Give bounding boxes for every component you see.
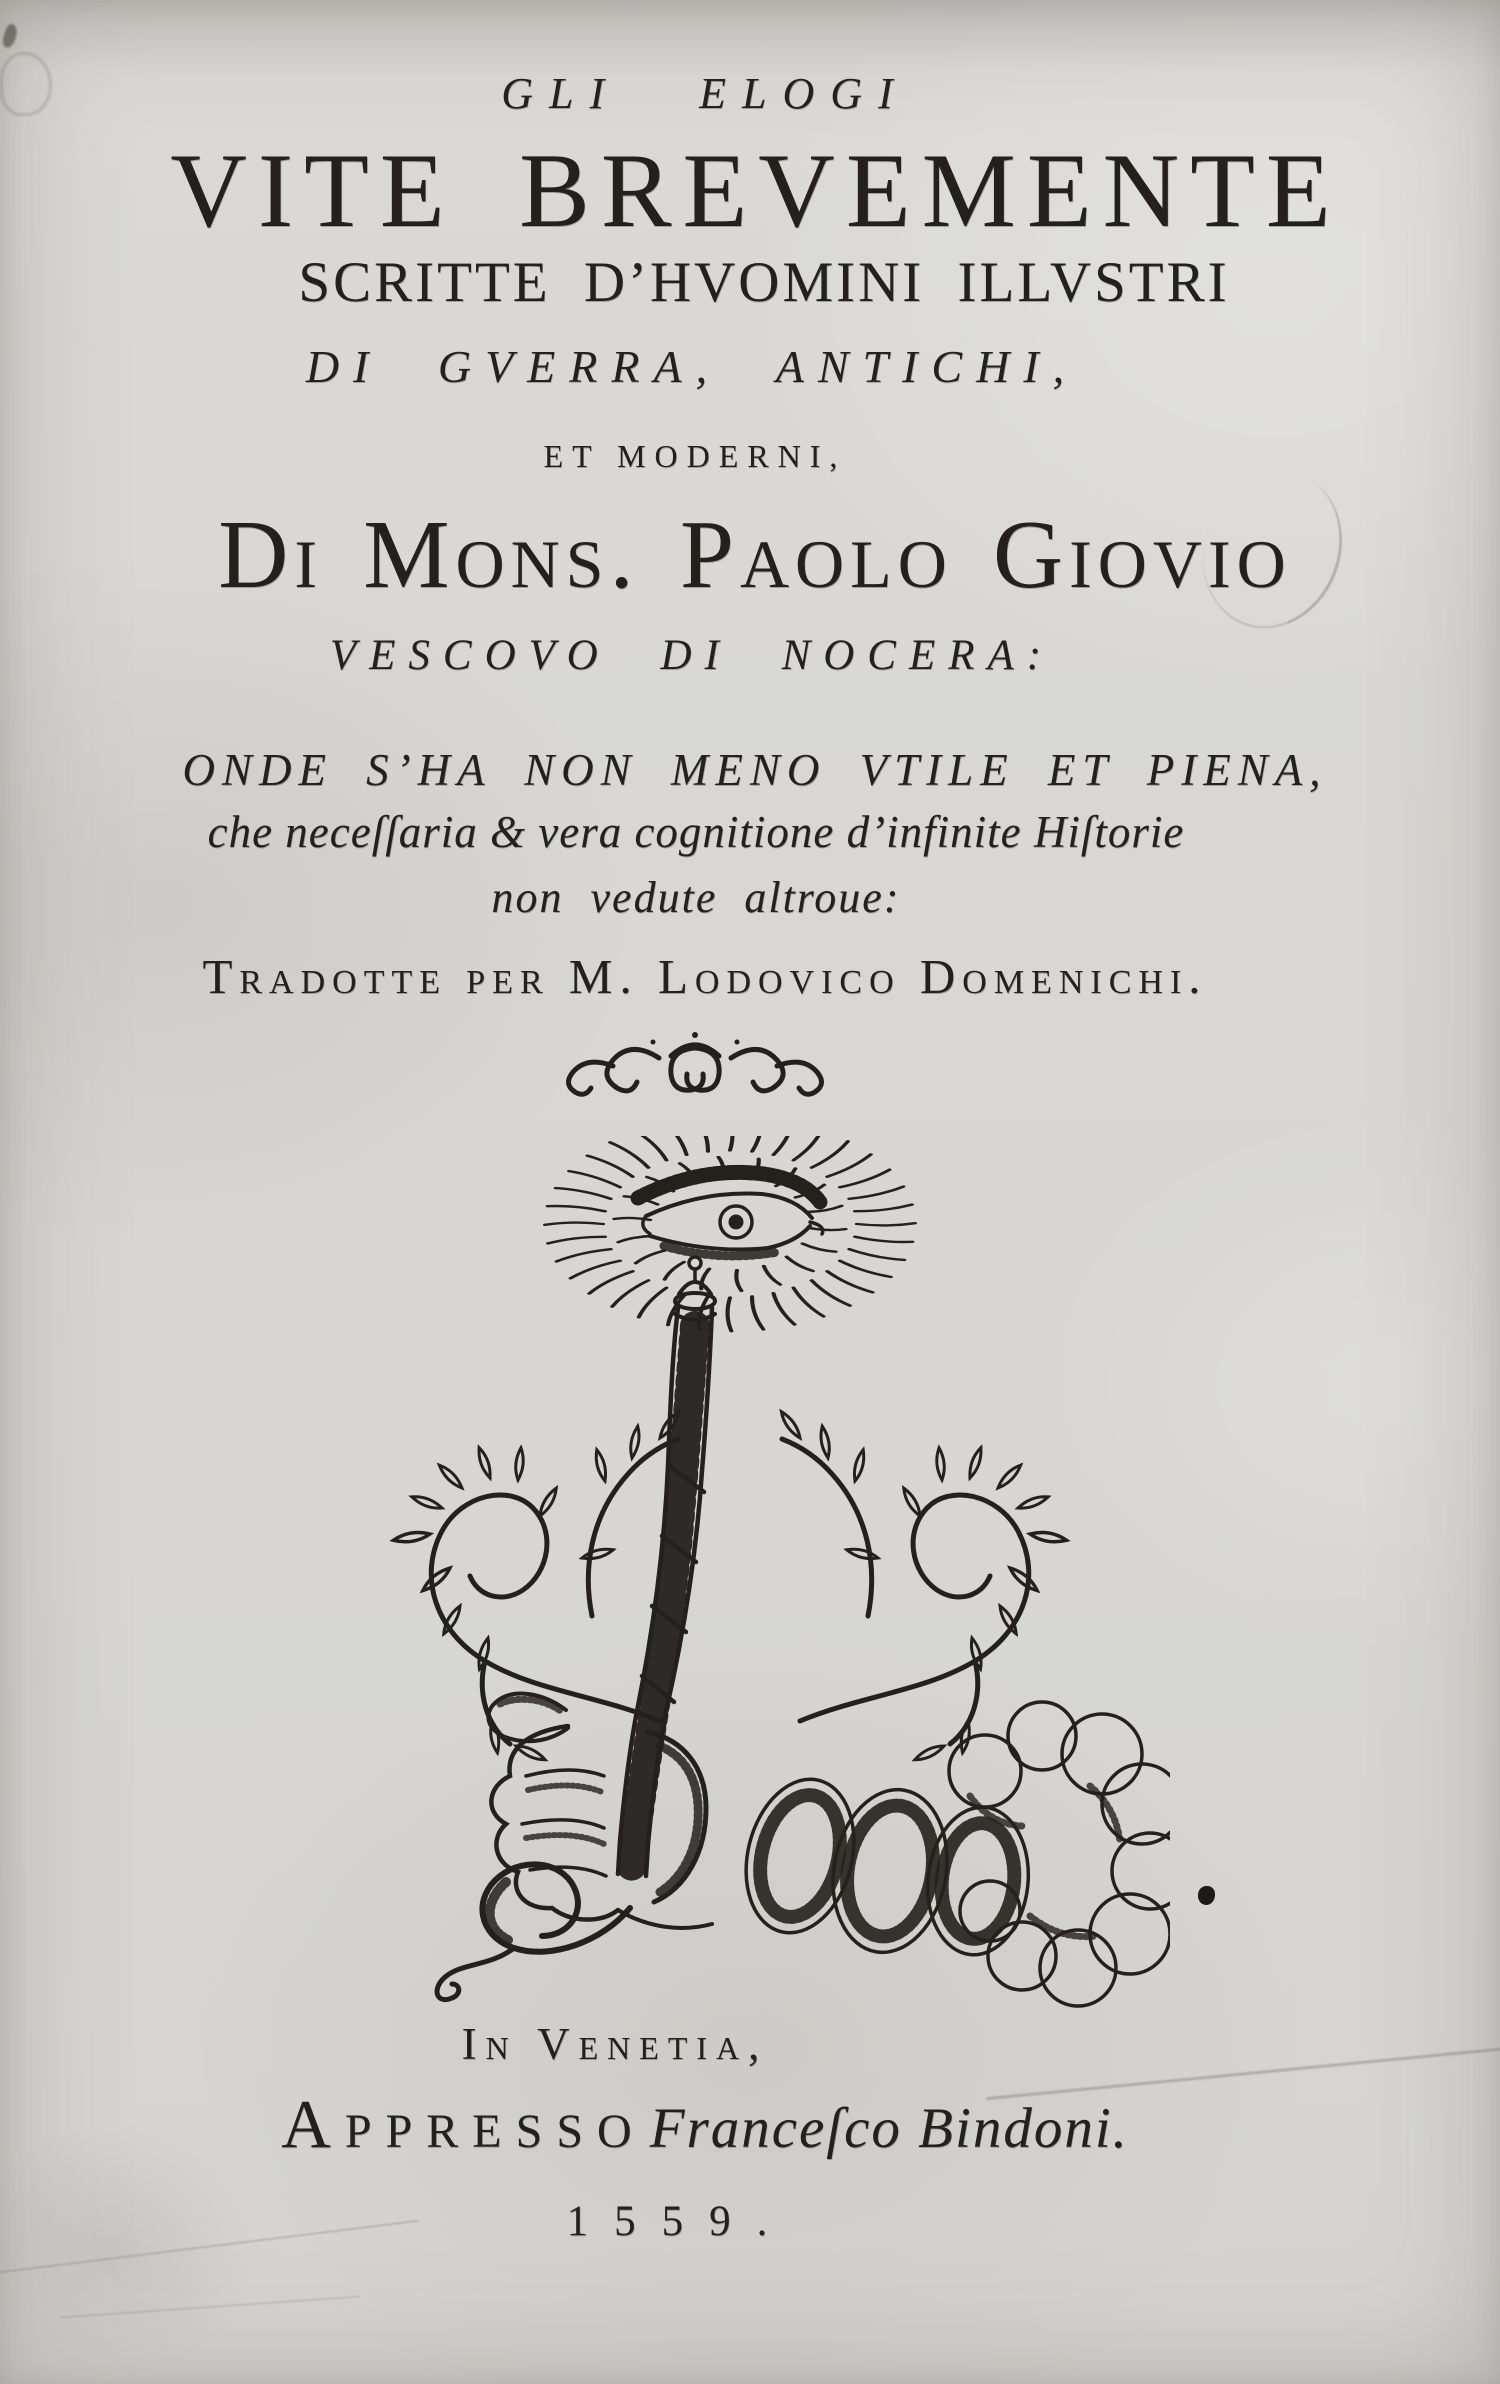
author-name: Di Mons. Paolo Giovio: [218, 501, 1292, 608]
imprint-place: In Venetia,: [461, 2019, 769, 2069]
ink-fleck: [1, 23, 20, 50]
subtitle-line-3: ET MODERNI,: [543, 438, 847, 474]
subtitle-line-2: DI GVERRA, ANTICHI,: [305, 341, 1079, 392]
series-title: GLI ELOGI: [501, 69, 909, 118]
blurb-line-1: ONDE S’HA NON MENO VTILE ET PIENA,: [182, 745, 1328, 795]
paper-smudge: [0, 52, 52, 116]
printers-device-radiant-eye: [330, 1136, 1170, 2016]
pencil-mark: [1180, 451, 1365, 650]
subtitle-line-1: SCRITTE D’HVOMINI ILLVSTRI: [298, 251, 1230, 314]
translator-line: Tradotte per M. Lodovico Domenichi.: [202, 949, 1208, 1004]
blurb-line-3: non vedute altroue:: [491, 873, 901, 922]
main-title: VITE BREVEMENTE: [170, 132, 1342, 249]
paper-stain: [0, 2120, 260, 2380]
author-title: VESCOVO DI NOCERA:: [329, 632, 1055, 679]
imprint-publisher-prefix: Appresso: [281, 2086, 646, 2162]
imprint-publisher-name: Franceſco Bindoni.: [649, 2097, 1129, 2160]
scrollwork-tailpiece-ornament: [555, 1022, 835, 1102]
ink-spot: [1198, 1886, 1215, 1905]
blurb-line-2: che neceſſaria & vera cognitione d’infinite Hiſtorie: [207, 807, 1185, 857]
imprint-year: 1559.: [566, 2198, 794, 2245]
